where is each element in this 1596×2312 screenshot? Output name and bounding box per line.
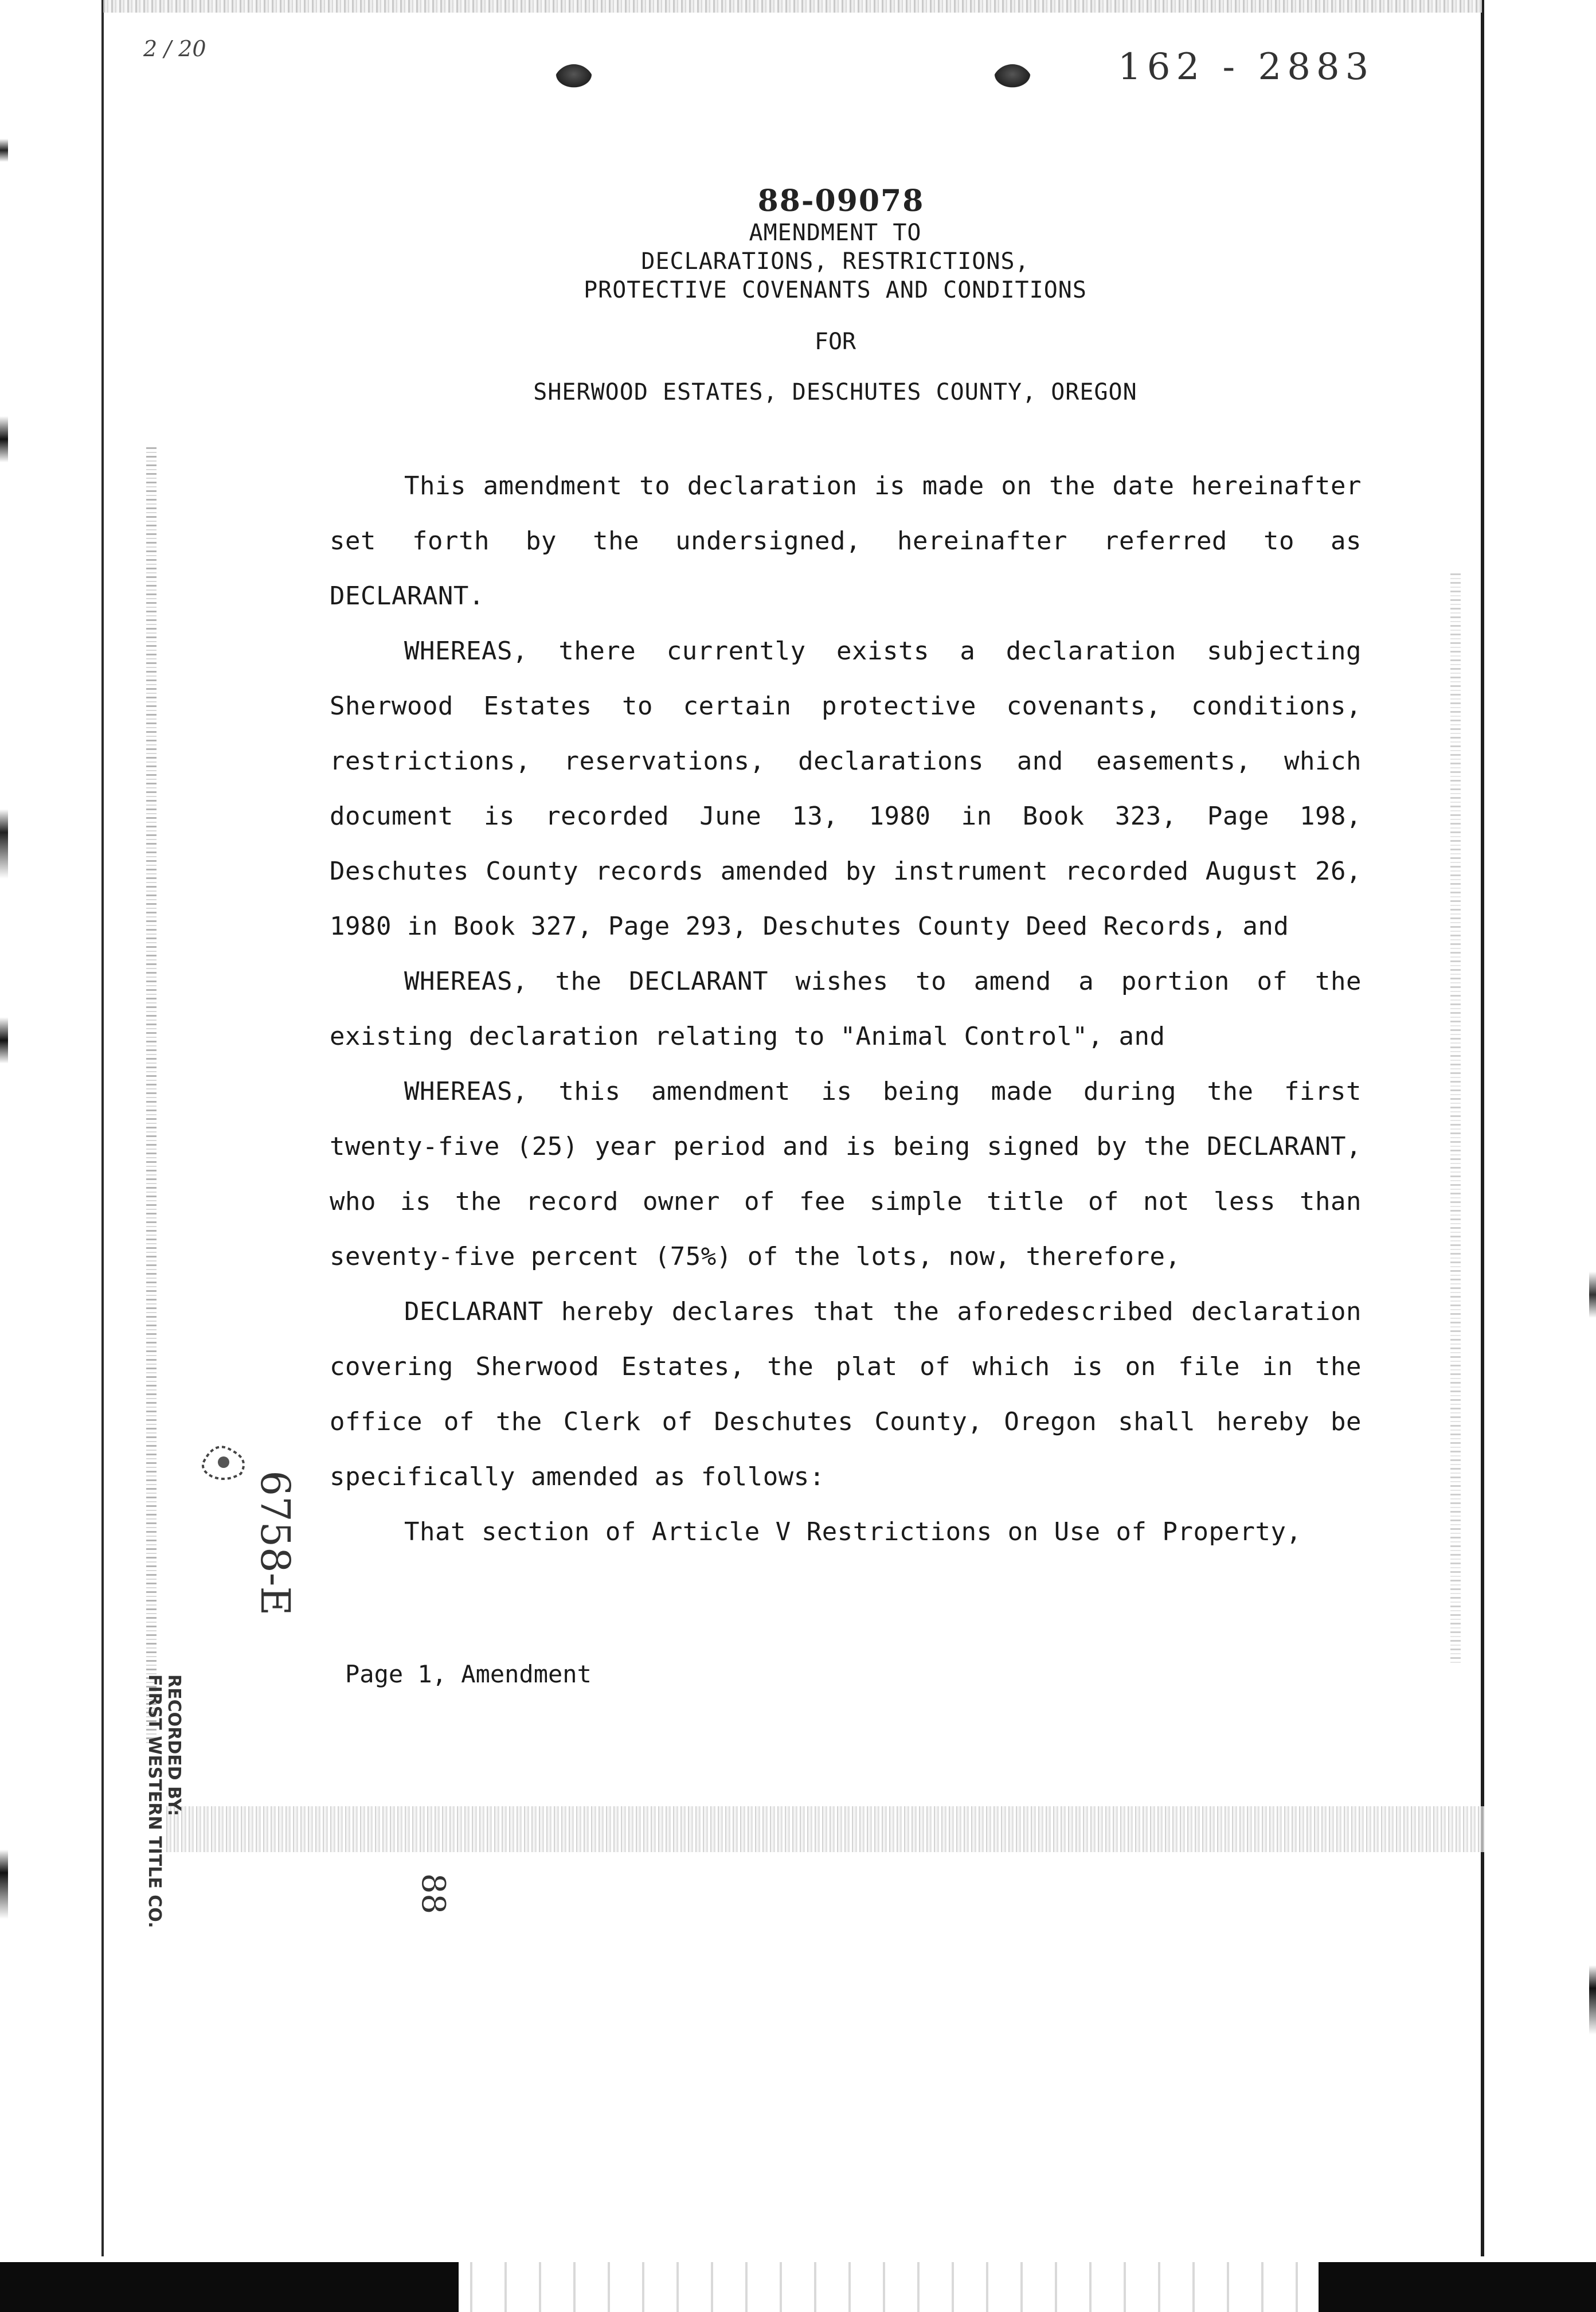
- page-number-stamp: 162 - 2883: [1118, 46, 1375, 88]
- corner-handwriting: 2 / 20: [143, 36, 206, 61]
- document-header: [0, 183, 1596, 405]
- stamp-line-2: FIRST WESTERN TITLE CO.: [144, 1674, 165, 1928]
- scan-dotted-strip-right: [1450, 573, 1461, 1663]
- paragraph-intro: This amendment to declaration is made on the date hereinafter set forth by the undersigned, hereinafter referred to as DECLARANT.: [330, 471, 1362, 611]
- paragraph-whereas-1: WHEREAS, there currently exists a declaration subjecting Sherwood Estates to certain protective covenants, conditions, restrictions, reservations, declarations and easements, which document is recorded June 13, 1980 in Book 323, Page 198, Deschutes County records amended by instrument recorded August 26, 1980 in Book 327, Page 293, Deschutes County Deed Records, and: [330, 636, 1362, 941]
- scan-top-band: [103, 0, 1482, 13]
- stamp-line-1: RECORDED BY:: [164, 1674, 184, 1817]
- paragraph-article-v: That section of Article V Restrictions on Use of Property,: [404, 1517, 1302, 1546]
- title-line-1: AMENDMENT TO: [749, 220, 922, 246]
- paragraph-whereas-3: WHEREAS, this amendment is being made during the first twenty-five (25) year period and is being signed by the DECLARANT, who is the record owner of fee simple title of not less than seventy-five percent (75%) of the lots, now, therefore,: [330, 1077, 1362, 1271]
- paragraph-declaration: DECLARANT hereby declares that the aforedescribed declaration covering Sherwood Estates, the plat of which is on file in the office of the Clerk of Deschutes County, Oregon shall hereby be specifically amended as follows:: [330, 1297, 1362, 1491]
- document-body: [330, 459, 1362, 1560]
- scan-dotted-strip-left: [146, 447, 157, 1743]
- stamp-handwritten-number: 6758-E: [252, 1470, 299, 1616]
- document-subtitle: SHERWOOD ESTATES, DESCHUTES COUNTY, OREGON: [533, 379, 1137, 405]
- bottom-handwritten-mark: 88: [414, 1873, 452, 1915]
- scan-bottom-gap: [459, 2262, 1319, 2312]
- punch-hole-left: [553, 64, 594, 89]
- title-line-3: PROTECTIVE COVENANTS AND CONDITIONS: [584, 277, 1087, 303]
- for-label: FOR: [814, 329, 856, 355]
- scan-bottom-bar: [0, 2262, 1596, 2312]
- recorded-by-stamp: [144, 1674, 183, 1928]
- scan-noise-band: [166, 1806, 1485, 1852]
- paragraph-whereas-2: WHEREAS, the DECLARANT wishes to amend a portion of the existing declaration relating to "Animal Control", and: [330, 967, 1362, 1051]
- seal-mark-icon: [192, 1434, 261, 1485]
- recording-number: 88-09078: [757, 183, 925, 218]
- title-line-2: DECLARATIONS, RESTRICTIONS,: [641, 248, 1030, 275]
- punch-hole-right: [992, 64, 1033, 89]
- page-footer: Page 1, Amendment: [345, 1660, 592, 1688]
